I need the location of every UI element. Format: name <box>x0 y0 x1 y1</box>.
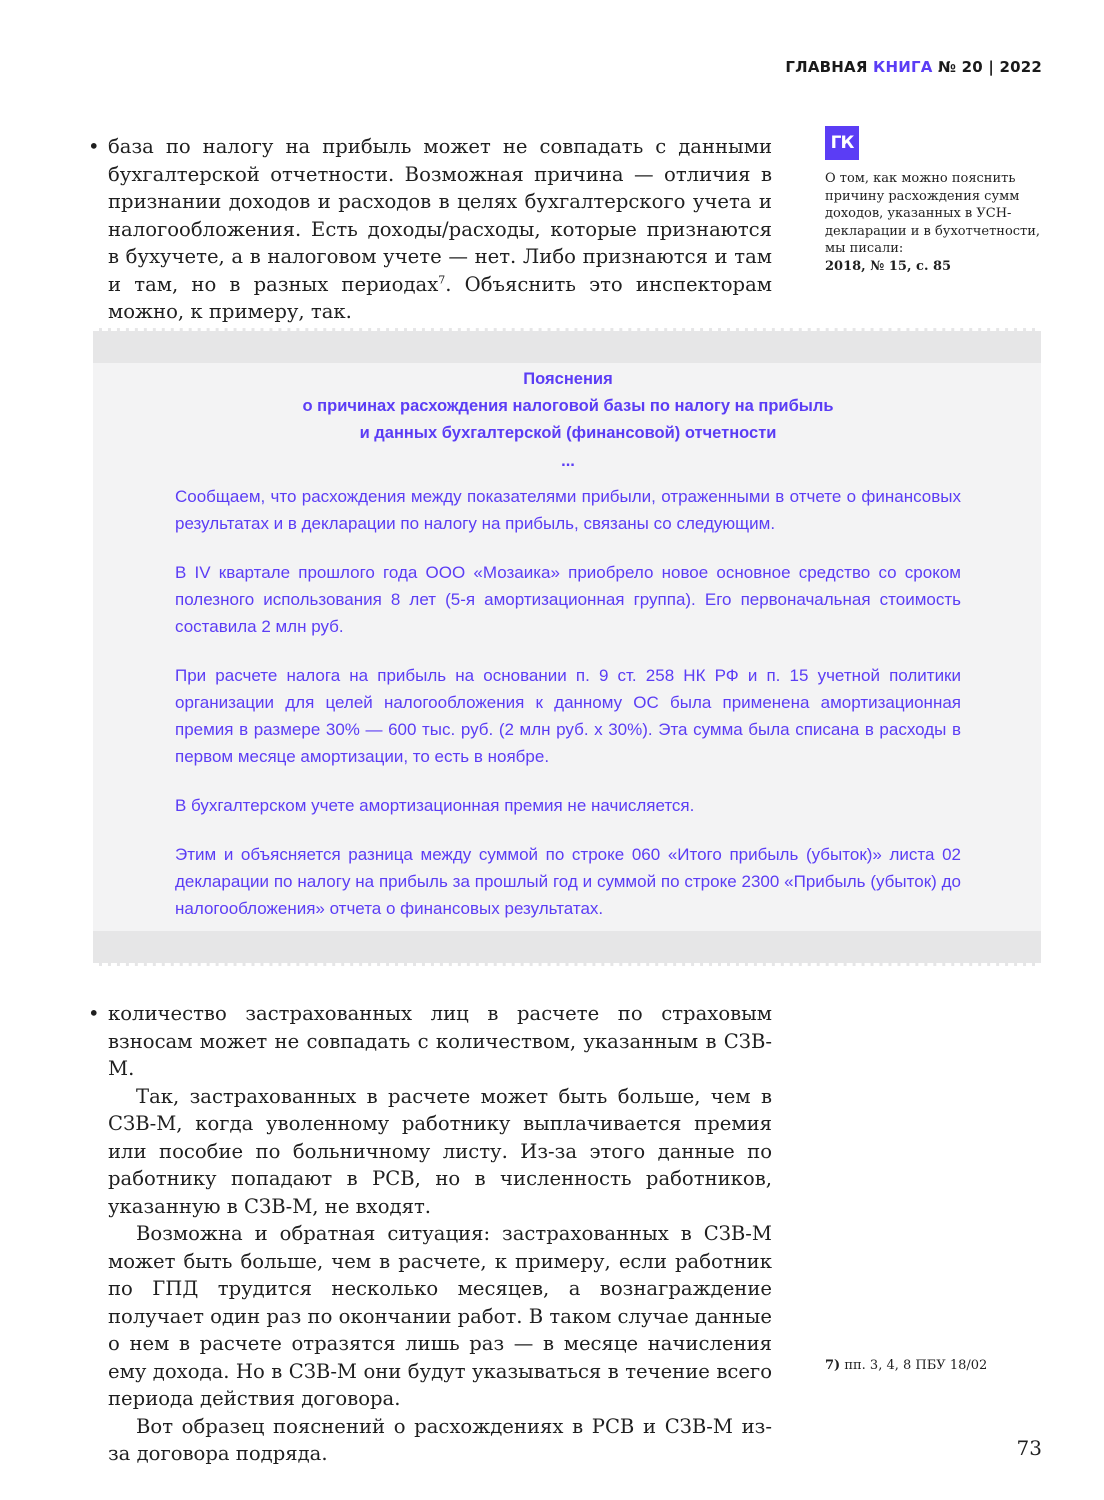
footnote <box>825 1358 987 1373</box>
header-accent: КНИГА <box>873 58 933 76</box>
bullet-marker: • <box>88 1002 100 1025</box>
top-bullet-paragraph <box>88 133 772 326</box>
gk-logo: ГК <box>825 126 859 160</box>
sidebar-note <box>825 170 1055 275</box>
sidebar-note-text: О том, как можно пояснить причину расхождения сумм доходов, указанных в УСН-декларации и в бухотчетности, мы писали: <box>825 171 1041 256</box>
explanation-sample-panel <box>93 328 1041 966</box>
panel-paragraph: Этим и объясняется разница между суммой по строке 060 «Итого прибыль (убыток)» листа 02 декларации по налогу на прибыль за прошлый год и суммой по строке 2300 «Прибыль (убыток) до налогообложения» отчета о финансовых результатах. <box>175 845 961 918</box>
footnote-text: пп. 3, 4, 8 ПБУ 18/02 <box>840 1358 988 1373</box>
panel-top-band <box>93 328 1041 363</box>
footnote-mark: 7 <box>438 272 446 286</box>
bottom-bullet-paragraph <box>88 1000 772 1083</box>
sidebar-reference: 2018, № 15, с. 85 <box>825 258 952 274</box>
footnote-number: 7) <box>825 1358 841 1373</box>
panel-paragraph: Сообщаем, что расхождения между показателями прибыли, отраженными в отчете о финансовых результатах и в декларации по налогу на прибыль, связаны со следующим. <box>175 487 961 533</box>
header-issue: № 20 | 2022 <box>932 58 1042 76</box>
top-bullet-text: база по налогу на прибыль может не совпадать с данными бухгалтерской отчетности. Возможная причина — отличия в признании доходов и расходов в целях бухгалтерского учета и налогообложения. Есть доходы/расходы, которые признаются в бухучете, а в налоговом учете — нет. Либо признаются и там и там, но в разных периодах <box>108 135 772 296</box>
bottom-bullet-text: количество застрахованных лиц в расчете по страховым взносам может не совпадать с количеством, указанным в СЗВ-М. <box>108 1002 772 1080</box>
panel-paragraph: В IV квартале прошлого года ООО «Мозаика» приобрело новое основное средство со сроком полезного использования 8 лет (5-я амортизационная группа). Его первоначальная стоимость составила 2 млн руб. <box>175 563 961 636</box>
panel-content <box>175 366 961 944</box>
bullet-marker: • <box>88 135 100 158</box>
bottom-section <box>88 1000 772 1468</box>
panel-paragraph: При расчете налога на прибыль на основании п. 9 ст. 258 НК РФ и п. 15 учетной политики организации для целей налогообложения к данному ОС была применена амортизационная премия в размере 30% — 600 тыс. руб. (2 млн руб. x 30%). Эта сумма была списана в расходы в первом месяце амортизации, то есть в ноябре. <box>175 666 961 766</box>
page-number: 73 <box>1016 1436 1042 1460</box>
top-bullet-text-after: . Объяснить это инспекторам можно, к примеру, так. <box>108 272 772 323</box>
body-paragraph: Так, застрахованных в расчете может быть больше, чем в СЗВ-М, когда уволенному работнику выплачивается премия или пособие по больничному листу. Из-за этого данные по работнику попадают в РСВ, но в численность работников, указанную в СЗВ-М, не входят. <box>108 1084 772 1218</box>
panel-title-line: Пояснения <box>523 370 613 388</box>
body-paragraph: Возможна и обратная ситуация: застрахованных в СЗВ-М может быть больше, чем в расчете, к примеру, если работник по ГПД трудится несколько месяцев, а вознаграждение получает один раз по окончании работ. В таком случае данные о нем в расчете отразятся лишь раз — в месяце начисления ему дохода. Но в СЗВ-М они будут указываться в течение всего периода действия договора. <box>108 1222 772 1410</box>
panel-paragraph: В бухгалтерском учете амортизационная премия не начисляется. <box>175 796 695 815</box>
header-title: ГЛАВНАЯ <box>785 58 874 76</box>
magazine-header <box>785 58 1042 76</box>
panel-title-line: и данных бухгалтерской (финансовой) отчетности <box>359 424 777 442</box>
panel-title <box>175 366 961 447</box>
panel-title-line: о причинах расхождения налоговой базы по налогу на прибыль <box>302 397 834 415</box>
body-paragraph: Вот образец пояснений о расхождениях в РСВ и СЗВ-М из-за договора подряда. <box>108 1414 772 1465</box>
panel-ellipsis: ... <box>561 452 575 470</box>
